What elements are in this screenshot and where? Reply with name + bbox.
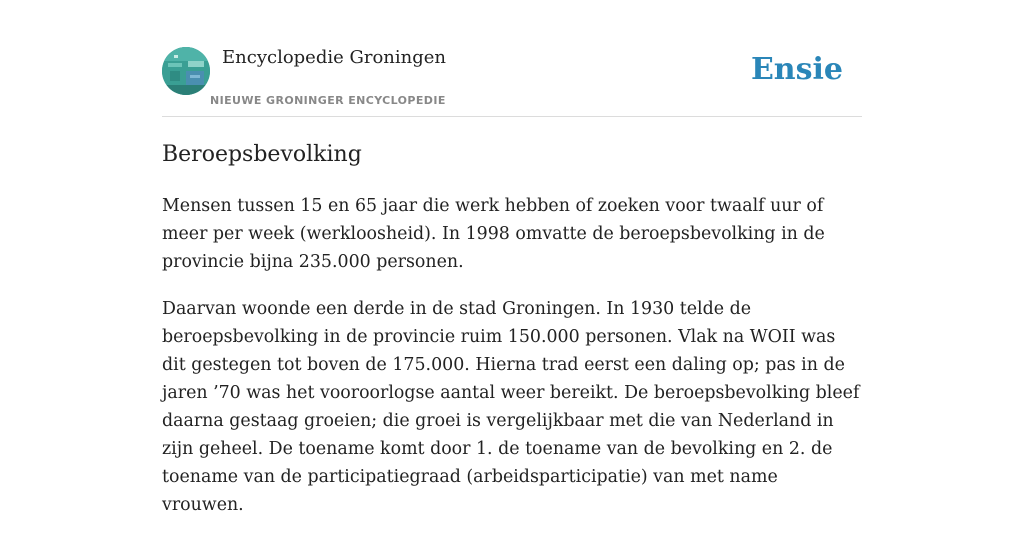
article-paragraph: Mensen tussen 15 en 65 jaar die werk hebben of zoeken voor twaalf uur of meer per week (werkloosheid). In 1998 omvatte de beroepsbevolking in de provincie bijna 235.000 personen. (162, 196, 825, 272)
encyclopedia-avatar-icon[interactable] (162, 47, 210, 95)
article-paragraph: Daarvan woonde een derde in de stad Groningen. In 1930 telde de beroepsbevolking in de provincie ruim 150.000 personen. Vlak na WOII was dit gestegen tot boven de 175.000. Hierna trad eerst een daling op; pas in de jaren ’70 was het vooroorlogse aantal weer bereikt. De beroepsbevolking bleef daarna gestaag groeien; die groei is vergelijkbaar met die van Nederland in zijn geheel. De toename komt door 1. de toename van de bevolking en 2. de toename van de participatiegraad (arbeidsparticipatie) van met name vrouwen. (162, 299, 860, 515)
site-header (162, 46, 862, 117)
page-title: Beroepsbevolking (162, 142, 362, 167)
encyclopedia-cover-thumbnail-icon (162, 47, 210, 95)
site-title-link[interactable]: Encyclopedie Groningen (222, 47, 447, 68)
article-body (162, 192, 862, 538)
ensie-logo-link[interactable]: Ensie (750, 52, 843, 87)
site-subtitle: NIEUWE GRONINGER ENCYCLOPEDIE (210, 94, 446, 107)
